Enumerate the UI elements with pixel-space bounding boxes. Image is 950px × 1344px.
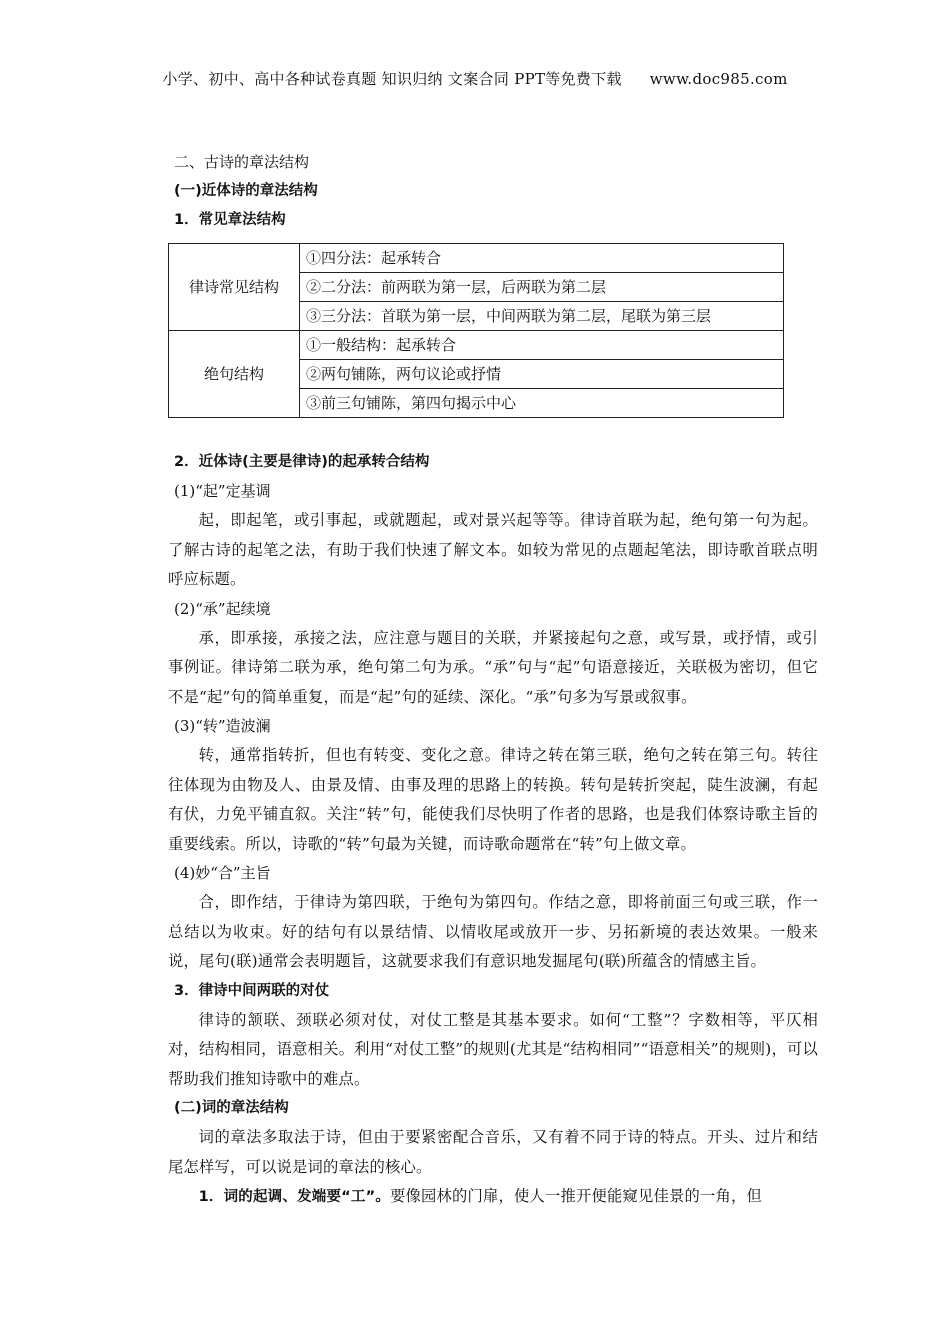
paragraph: 合，即作结，于律诗为第四联，于绝句为第四句。作结之意，即将前面三句或三联，作一总结以为收束。好的结句有以景结情、以情收尾或放开一步、另拓新境的表达效果。一般来说，尾句(联)通常会表明题旨，这就要求我们有意识地发掘尾句(联)所蕴含的情感主旨。 — [168, 893, 818, 970]
table-cell: ①四分法：起承转合 — [300, 244, 784, 273]
page-header — [0, 68, 950, 89]
table-category-cell: 律诗常见结构 — [169, 244, 300, 331]
ci-item-title: 1．词的起调、发端要“工”。 — [198, 1189, 391, 1205]
paragraph: 律诗的颔联、颈联必须对仗，对仗工整是其基本要求。如何“工整”？字数相等，平仄相对，结构相同，语意相关。利用“对仗工整”的规则(尤其是“结构相同”“语意相关”的规则)，可以帮助我们推知诗歌中的难点。 — [168, 1010, 818, 1088]
point-heading: (3)“转”造波澜 — [174, 717, 271, 735]
table-cell: ③三分法：首联为第一层，中间两联为第二层，尾联为第三层 — [300, 302, 784, 331]
table-cell: ②二分法：前两联为第一层，后两联为第二层 — [300, 273, 784, 302]
paragraph: 词的章法多取法于诗，但由于要紧密配合音乐，又有着不同于诗的特点。开头、过片和结尾怎样写，可以说是词的章法的核心。 — [168, 1128, 818, 1176]
table-category-cell: 绝句结构 — [169, 331, 300, 418]
subsection-title-2: (二)词的章法结构 — [174, 1100, 289, 1116]
paragraph: 转，通常指转折，但也有转变、变化之意。律诗之转在第三联，绝句之转在第三句。转往往体现为由物及人、由景及情、由事及理的思路上的转换。转句是转折突起，陡生波澜，有起有伏，力免平铺直叙。关注“转”句，能使我们尽快明了作者的思路，也是我们体察诗歌主旨的重要线索。所以，诗歌的“转”句最为关键，而诗歌命题常在“转”句上做文章。 — [168, 746, 818, 853]
table-cell: ②两句铺陈，两句议论或抒情 — [300, 360, 784, 389]
item-title-1: 1．常见章法结构 — [174, 212, 286, 228]
paragraph: 起，即起笔，或引事起，或就题起，或对景兴起等等。律诗首联为起，绝句第一句为起。了解古诗的起笔之法，有助于我们快速了解文本。如较为常见的点题起笔法，即诗歌首联点明呼应标题。 — [168, 511, 818, 588]
section-title: 二、古诗的章法结构 — [174, 153, 310, 171]
header-site-link[interactable]: www.doc985.com — [649, 70, 788, 88]
table-cell: ③前三句铺陈，第四句揭示中心 — [300, 389, 784, 418]
point-heading: (2)“承”起续境 — [174, 599, 271, 618]
header-text: 小学、初中、高中各种试卷真题 知识归纳 文案合同 PPT等免费下载 — [162, 70, 622, 88]
point-heading: (1)“起”定基调 — [174, 482, 271, 500]
subsection-title-1: (一)近体诗的章法结构 — [174, 183, 318, 199]
structure-table — [168, 243, 784, 418]
document-body — [168, 148, 818, 1213]
table-row — [169, 331, 784, 360]
item-title-3: 3．律诗中间两联的对仗 — [174, 982, 330, 999]
table-row — [169, 244, 784, 273]
item-title-2: 2．近体诗(主要是律诗)的起承转合结构 — [174, 454, 430, 470]
point-heading: (4)妙“合”主旨 — [174, 864, 271, 882]
ci-item-text: 要像园林的门扉，使人一推开便能窥见佳景的一角，但 — [390, 1187, 762, 1205]
paragraph: 承，即承接，承接之法，应注意与题目的关联，并紧接起句之意，或写景，或抒情，或引事例证。律诗第二联为承，绝句第二句为承。“承”句与“起”句语意接近，关联极为密切，但它不是“起”句的简单重复，而是“起”句的延续、深化。“承”句多为写景或叙事。 — [168, 628, 818, 706]
table-cell: ①一般结构：起承转合 — [300, 331, 784, 360]
paragraph-ci-item-1 — [168, 1182, 818, 1213]
